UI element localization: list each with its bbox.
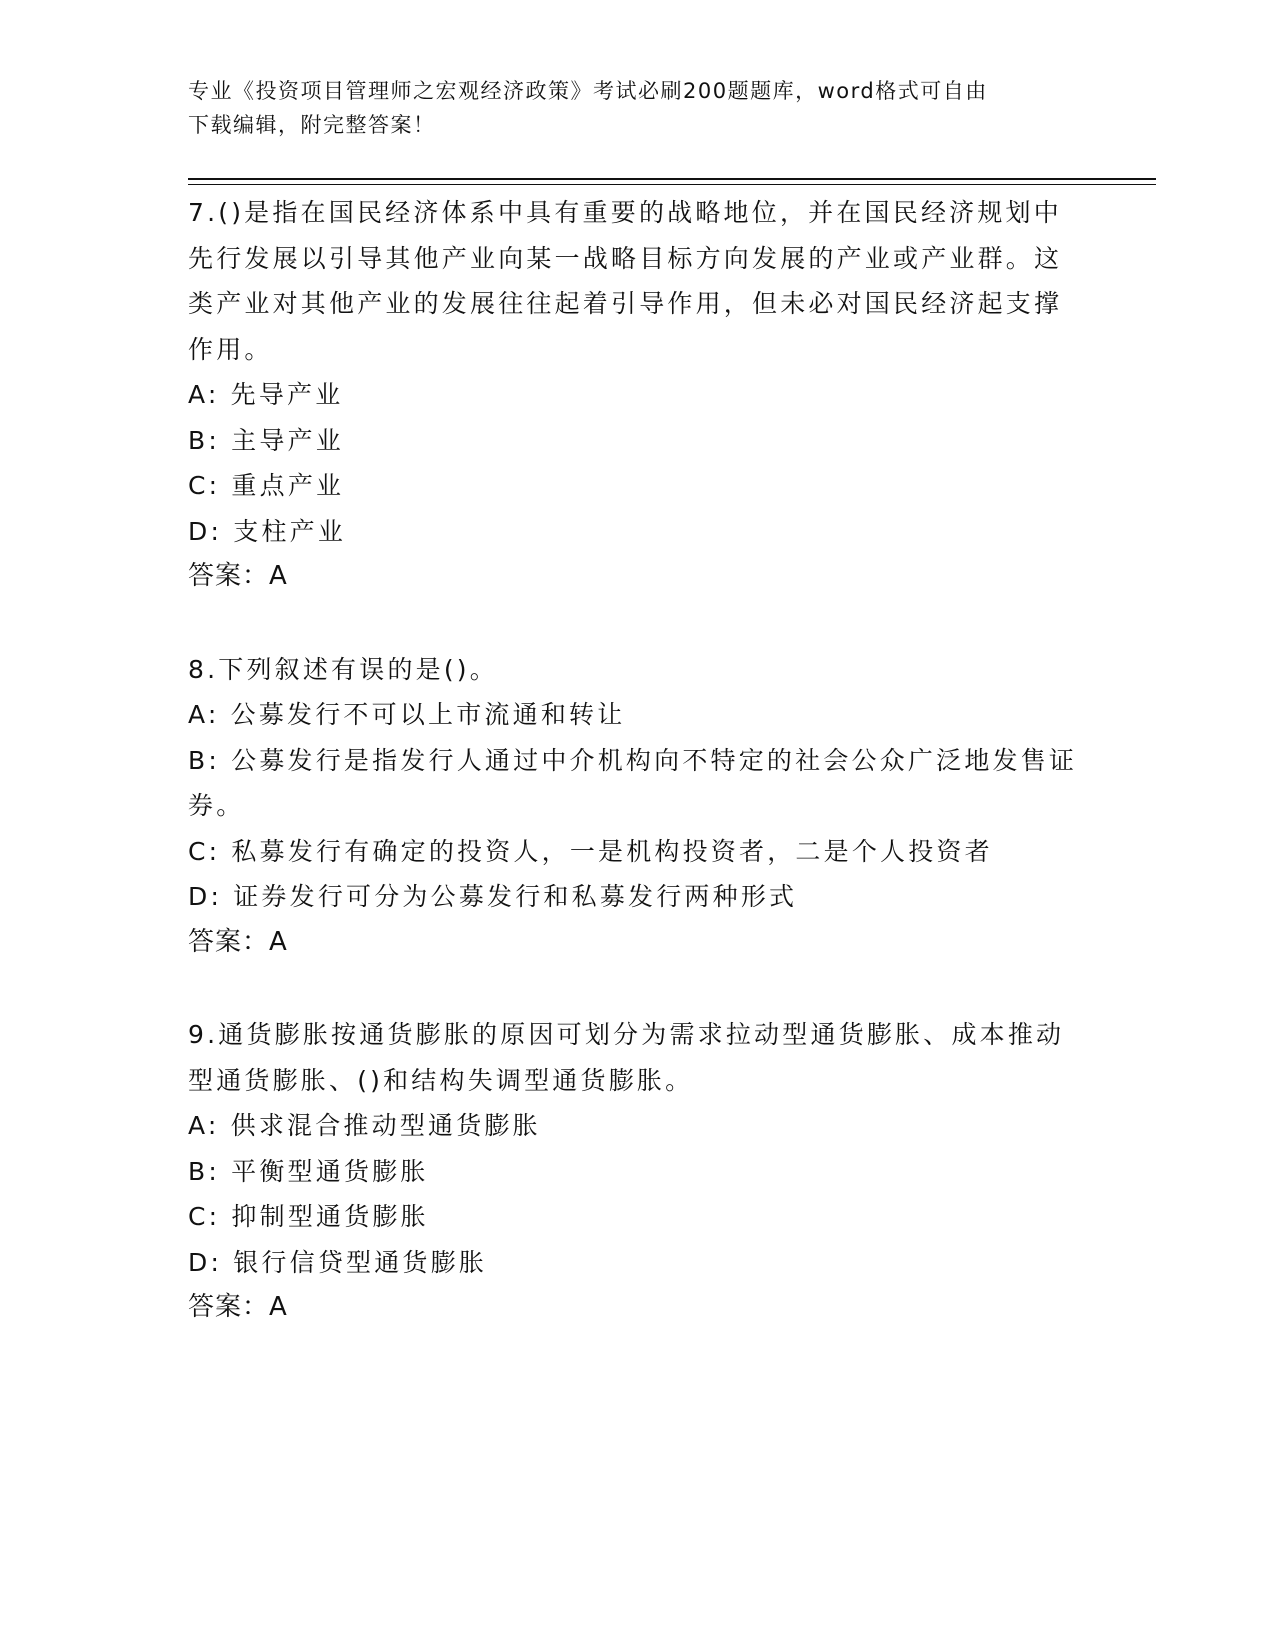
question-list bbox=[188, 190, 1088, 1378]
option-c: C: 私募发行有确定的投资人，一是机构投资者，二是个人投资者 bbox=[188, 836, 993, 866]
option-c: C: 抑制型通货膨胀 bbox=[188, 1202, 429, 1231]
option-d: D: 银行信贷型通货膨胀 bbox=[188, 1247, 488, 1277]
option-c: C: 重点产业 bbox=[188, 471, 345, 500]
header-divider-thin bbox=[188, 184, 1156, 185]
header-divider-thick bbox=[188, 178, 1156, 180]
question-text: 7.()是指在国民经济体系中具有重要的战略地位，并在国民经济规划中先行发展以引导其他产业向某一战略目标方向发展的产业或产业群。这类产业对其他产业的发展往往起着引导作用，但未必对国民经济起支撑作用。 bbox=[188, 198, 1063, 364]
option-a: A: 先导产业 bbox=[188, 380, 344, 409]
option-a: A: 供求混合推动型通货膨胀 bbox=[188, 1111, 541, 1140]
answer-text: 答案：A bbox=[188, 926, 288, 957]
option-b: B: 主导产业 bbox=[188, 425, 344, 455]
option-d: D: 支柱产业 bbox=[188, 516, 347, 546]
question-9 bbox=[188, 1012, 1088, 1331]
header-line-2: 下载编辑，附完整答案！ bbox=[188, 113, 436, 137]
question-7 bbox=[188, 190, 1088, 600]
option-d: D: 证券发行可分为公募发行和私募发行两种形式 bbox=[188, 882, 798, 911]
question-8 bbox=[188, 647, 1088, 966]
document-header bbox=[188, 74, 1068, 142]
header-line-1: 专业《投资项目管理师之宏观经济政策》考试必刷200题题库，word格式可自由 bbox=[188, 79, 988, 103]
answer-text: 答案：A bbox=[188, 1292, 288, 1322]
option-b: B: 平衡型通货膨胀 bbox=[188, 1156, 429, 1186]
option-a: A: 公募发行不可以上市流通和转让 bbox=[188, 700, 626, 729]
question-text: 9.通货膨胀按通货膨胀的原因可划分为需求拉动型通货膨胀、成本推动型通货膨胀、()和结构失调型通货膨胀。 bbox=[188, 1020, 1065, 1095]
option-b: B: 公募发行是指发行人通过中介机构向不特定的社会公众广泛地发售证券。 bbox=[188, 745, 1078, 820]
question-text: 8.下列叙述有误的是()。 bbox=[188, 654, 498, 684]
answer-text: 答案：A bbox=[188, 561, 288, 591]
